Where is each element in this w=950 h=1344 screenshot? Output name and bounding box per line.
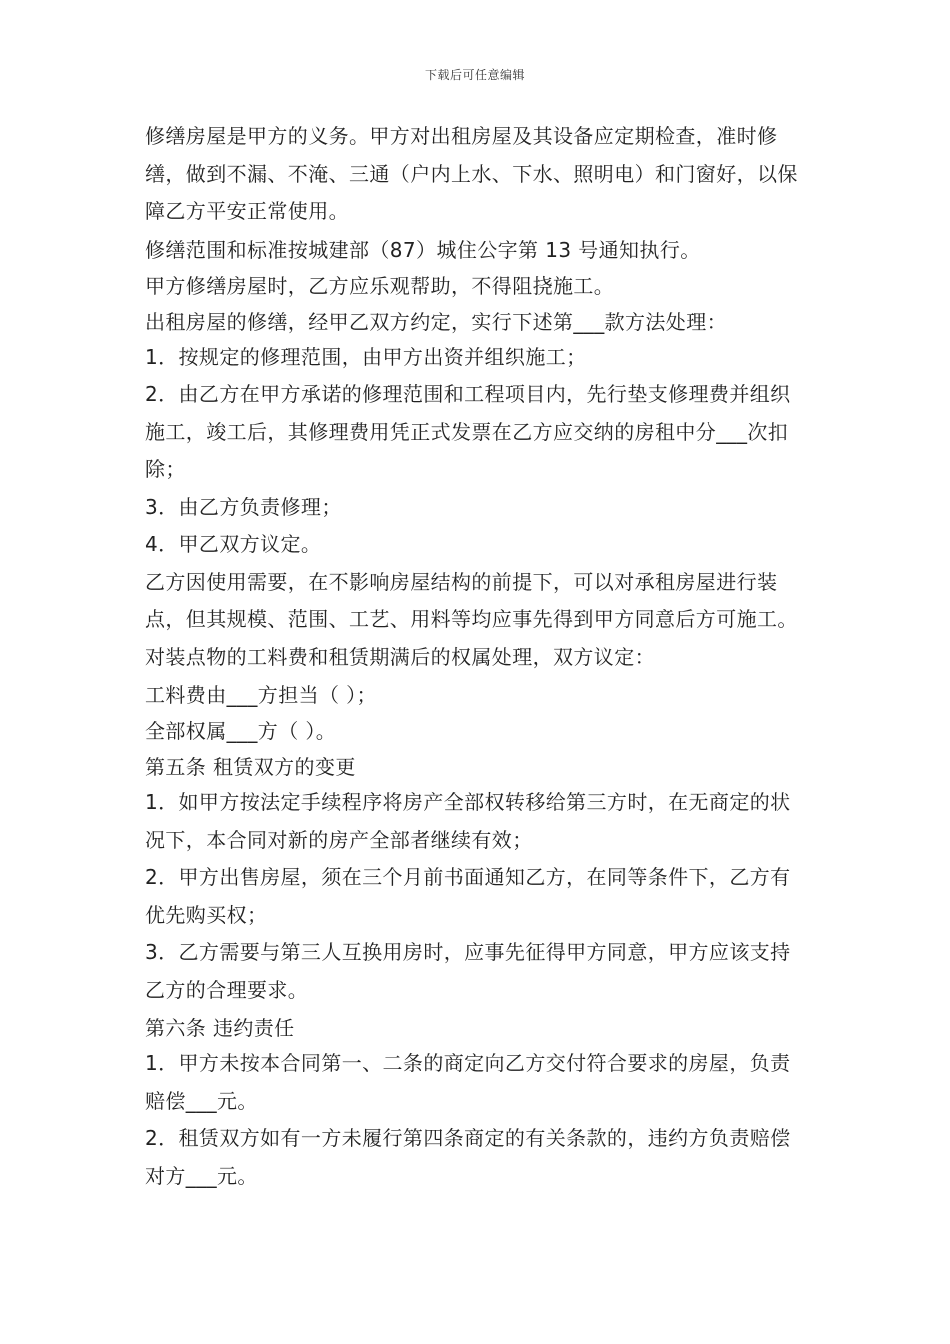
- list-item-liability-2: 2．租赁双方如有一方未履行第四条商定的有关条款的，违约方负责赔偿对方___元。: [145, 1126, 791, 1188]
- paragraph-repair-method: 出租房屋的修缮，经甲乙双方约定，实行下述第___款方法处理：: [145, 309, 727, 334]
- paragraph-repair-assist: 甲方修缮房屋时，乙方应乐观帮助，不得阻挠施工。: [145, 273, 615, 298]
- page-header: 下载后可任意编辑: [424, 68, 525, 82]
- paragraph-repair-standard: 修缮范围和标准按城建部（87）城住公字第 13 号通知执行。: [145, 237, 701, 262]
- paragraph-decoration: 乙方因使用需要，在不影响房屋结构的前提下，可以对承租房屋进行装点，但其规模、范围、工艺、用料等均应事先得到甲方同意后方可施工。对装点物的工料费和租赁期满后的权属处理，双方议定：: [145, 569, 798, 669]
- list-item-change-1: 1．如甲方按法定手续程序将房产全部权转移给第三方时，在无商定的状况下，本合同对新的房产全部者继续有效；: [145, 790, 791, 852]
- section-heading-article-6: 第六条 违约责任: [145, 1016, 295, 1040]
- list-item-liability-1: 1．甲方未按本合同第一、二条的商定向乙方交付符合要求的房屋，负责赔偿___元。: [145, 1051, 791, 1113]
- section-heading-article-5: 第五条 租赁双方的变更: [145, 755, 356, 779]
- list-item-method-1: 1．按规定的修理范围，由甲方出资并组织施工；: [145, 344, 587, 369]
- list-item-change-3: 3．乙方需要与第三人互换用房时，应事先征得甲方同意，甲方应该支持乙方的合理要求。: [145, 940, 791, 1002]
- list-item-method-3: 3．由乙方负责修理；: [145, 494, 342, 519]
- paragraph-ownership: 全部权属___方（ ）。: [145, 719, 337, 743]
- paragraph-material-cost: 工料费由___方担当（ ）；: [145, 683, 377, 707]
- list-item-method-4: 4．甲乙双方议定。: [145, 532, 322, 556]
- list-item-method-2: 2．由乙方在甲方承诺的修理范围和工程项目内，先行垫支修理费并组织施工，竣工后，其修理费用凭正式发票在乙方应交纳的房租中分___次扣除；: [145, 382, 791, 481]
- paragraph-repair-duty: 修缮房屋是甲方的义务。甲方对出租房屋及其设备应定期检查，准时修缮，做到不漏、不淹、三通（户内上水、下水、照明电）和门窗好，以保障乙方平安正常使用。: [145, 124, 798, 223]
- document-body: [145, 118, 810, 1195]
- list-item-change-2: 2．甲方出售房屋，须在三个月前书面通知乙方，在同等条件下，乙方有优先购买权；: [145, 865, 791, 927]
